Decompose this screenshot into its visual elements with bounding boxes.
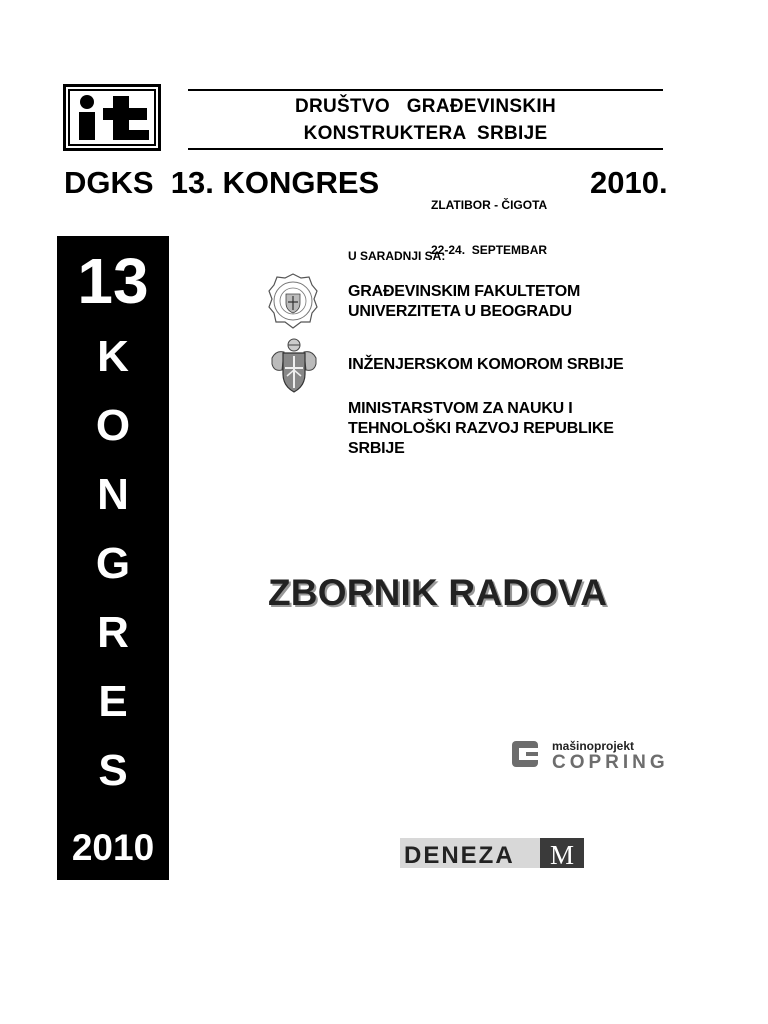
org-ministry-line-2: TEHNOLOŠKI RAZVOJ REPUBLIKE (348, 420, 614, 437)
congress-title: DGKS 13. KONGRES (64, 165, 380, 200)
banner-letter: G (95, 539, 131, 588)
banner-number: 13 (77, 245, 149, 317)
org-faculty-line-1: GRAĐEVINSKIM FAKULTETOM (348, 283, 581, 300)
society-name (188, 93, 663, 147)
org-faculty (348, 282, 580, 322)
sponsor2-mark: M (549, 840, 575, 870)
header-rule-bottom (188, 148, 663, 150)
deneza-logo (400, 836, 585, 870)
faculty-seal-icon (267, 272, 319, 330)
sponsor2-text: DENEZA (404, 842, 515, 869)
org-ministry-line-1: MINISTARSTVOM ZA NAUKU I (348, 400, 573, 417)
banner-letter: E (98, 677, 128, 726)
sponsor1-bottom-text: COPRING (552, 752, 669, 770)
banner-letter: R (97, 608, 129, 657)
society-line-1: DRUŠTVO GRAĐEVINSKIH (294, 96, 556, 117)
masinoprojekt-copring-logo (512, 738, 700, 770)
org-ministry-line-3: SRBIJE (348, 440, 405, 457)
sponsor1-top-text: mašinoprojekt (552, 739, 635, 753)
header-rule-top (188, 89, 663, 91)
vertical-banner (57, 236, 169, 880)
banner-letter: K (97, 332, 129, 381)
org-chamber (348, 355, 624, 375)
it-logo-icon (63, 84, 161, 151)
banner-letter: O (95, 401, 131, 450)
congress-year: 2010. (590, 165, 668, 200)
collaboration-label: U SARADNJI SA: (348, 249, 446, 263)
org-chamber-line-1: INŽENJERSKOM KOMOROM SRBIJE (348, 356, 624, 373)
banner-year: 2010 (71, 827, 155, 868)
society-line-2: KONSTRUKTERA SRBIJE (303, 123, 548, 144)
chamber-crest-icon (268, 336, 320, 396)
org-faculty-line-2: UNIVERZITETA U BEOGRADU (348, 303, 572, 320)
org-ministry (348, 399, 614, 459)
main-title: ZBORNIK RADOVA (268, 572, 608, 613)
banner-letter: N (97, 470, 129, 519)
banner-letter: S (98, 746, 128, 795)
location-line-2: 22-24. SEPTEMBAR (431, 243, 548, 257)
congress-location (431, 168, 547, 273)
location-line-1: ZLATIBOR - ČIGOTA (431, 198, 548, 212)
